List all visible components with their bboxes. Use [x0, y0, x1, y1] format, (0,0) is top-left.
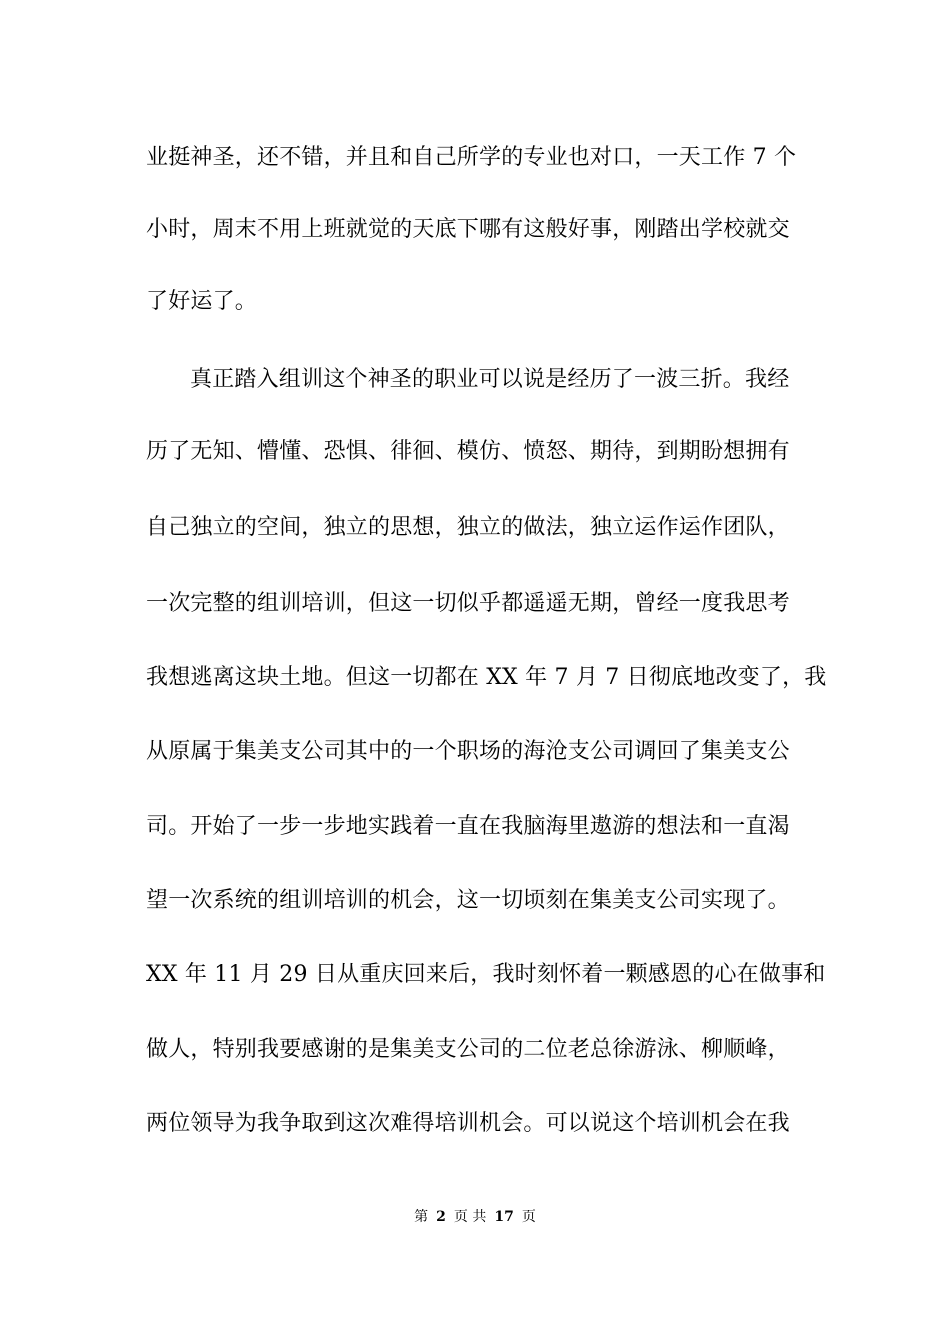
text-line-12: XX 年 11 月 29 日从重庆回来后，我时刻怀着一颗感恩的心在做事和	[146, 962, 826, 987]
text-line-8: 我想逃离这块土地。但这一切都在 XX 年 7 月 7 日彻底地改变了，我	[146, 665, 827, 690]
text-line-1: 业挺神圣，还不错，并且和自己所学的专业也对口，一天工作 7 个	[146, 145, 797, 170]
text-line-6: 自己独立的空间，独立的思想，独立的做法，独立运作运作团队，	[146, 515, 790, 540]
footer-label-post: 页	[521, 1209, 536, 1225]
paragraph-start-line: 真正踏入组训这个神圣的职业可以说是经历了一波三折。我经	[190, 367, 790, 392]
text-line-3: 了好运了。	[146, 289, 258, 314]
text-line-14: 两位领导为我争取到这次难得培训机会。可以说这个培训机会在我	[146, 1111, 790, 1136]
text-line-2: 小时，周末不用上班就觉的天底下哪有这般好事，刚踏出学校就交	[146, 217, 790, 242]
footer-label-pre: 第	[414, 1209, 429, 1225]
text-line-11: 望一次系统的组训培训的机会，这一切顷刻在集美支公司实现了。	[146, 888, 790, 913]
current-page-number: 2	[436, 1209, 446, 1225]
text-line-9: 从原属于集美支公司其中的一个职场的海沧支公司调回了集美支公	[146, 739, 790, 764]
total-pages-number: 17	[494, 1209, 514, 1225]
footer-label-mid: 页 共	[453, 1209, 487, 1225]
text-line-10: 司。开始了一步一步地实践着一直在我脑海里遨游的想法和一直渴	[146, 814, 790, 839]
page-footer	[0, 1207, 950, 1227]
text-line-5: 历了无知、懵懂、恐惧、徘徊、模仿、愤怒、期待，到期盼想拥有	[146, 439, 790, 464]
text-line-13: 做人，特别我要感谢的是集美支公司的二位老总徐游泳、柳顺峰，	[146, 1037, 790, 1062]
text-line-7: 一次完整的组训培训，但这一切似乎都遥遥无期，曾经一度我思考	[146, 591, 790, 616]
